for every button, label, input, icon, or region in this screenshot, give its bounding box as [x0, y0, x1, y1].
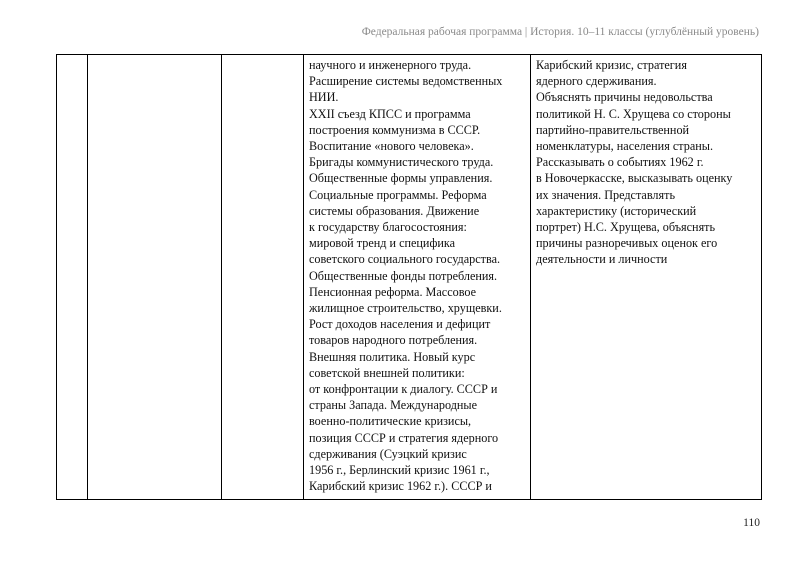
- text-line: военно-политические кризисы,: [309, 414, 472, 429]
- text-line: Расширение системы ведомственных: [309, 74, 503, 89]
- text-line: Воспитание «нового человека».: [309, 139, 474, 154]
- text-line: причины разноречивых оценок его: [536, 236, 718, 251]
- text-line: характеристику (исторический: [536, 203, 697, 218]
- text-line: Социальные программы. Реформа: [309, 187, 487, 202]
- activity-text: [531, 55, 761, 268]
- text-line: советской внешней политики:: [309, 365, 465, 380]
- text-line: XXII съезд КПСС и программа: [309, 106, 471, 121]
- text-line: Пенсионная реформа. Массовое: [309, 284, 477, 299]
- text-line: построения коммунизма в СССР.: [309, 122, 481, 137]
- text-line: советского социального государства.: [309, 252, 501, 267]
- text-line: жилищное строительство, хрущевки.: [309, 301, 502, 316]
- text-line: политикой Н. С. Хрущева со стороны: [536, 106, 731, 121]
- text-line: НИИ.: [309, 90, 339, 105]
- content-text: [304, 55, 530, 494]
- text-line: Рассказывать о событиях 1962 г.: [536, 155, 704, 170]
- text-line: научного и инженерного труда.: [309, 58, 472, 72]
- text-line: к государству благосостояния:: [309, 220, 467, 235]
- curriculum-table: [56, 54, 762, 500]
- text-line: Карибский кризис, стратегия: [536, 58, 687, 72]
- text-line: 1956 г., Берлинский кризис 1961 г.,: [309, 463, 490, 478]
- text-line: Общественные формы управления.: [309, 171, 493, 186]
- text-line: позиция СССР и стратегия ядерного: [309, 430, 499, 445]
- text-line: деятельности и личности: [536, 252, 668, 267]
- text-line: Объяснять причины недовольства: [536, 90, 713, 105]
- text-line: страны Запада. Международные: [309, 398, 478, 413]
- hours-cell: [222, 55, 304, 500]
- text-line: сдерживания (Суэцкий кризис: [309, 446, 467, 461]
- text-line: Внешняя политика. Новый курс: [309, 349, 476, 364]
- text-line: Бригады коммунистического труда.: [309, 155, 494, 170]
- running-header: Федеральная рабочая программа | История. 10–11 классы (углублённый уровень): [361, 26, 759, 38]
- text-line: Общественные фонды потребления.: [309, 268, 498, 283]
- text-line: мировой тренд и специфика: [309, 236, 456, 251]
- activity-cell: [531, 55, 762, 500]
- content-cell: [304, 55, 531, 500]
- text-line: номенклатуры, населения страны.: [536, 139, 713, 154]
- page-number: 110: [743, 517, 760, 529]
- text-line: партийно-правительственной: [536, 122, 690, 137]
- text-line: Карибский кризис 1962 г.). СССР и: [309, 479, 492, 494]
- text-line: товаров народного потребления.: [309, 333, 478, 348]
- table-row: [57, 55, 762, 500]
- text-line: системы образования. Движение: [309, 203, 480, 218]
- text-line: портрет) Н.С. Хрущева, объяснять: [536, 220, 716, 235]
- text-line: от конфронтации к диалогу. СССР и: [309, 382, 498, 397]
- number-cell: [57, 55, 88, 500]
- text-line: в Новочеркасске, высказывать оценку: [536, 171, 733, 186]
- topic-cell: [88, 55, 222, 500]
- text-line: ядерного сдерживания.: [536, 74, 657, 89]
- text-line: Рост доходов населения и дефицит: [309, 317, 491, 332]
- text-line: их значения. Представлять: [536, 187, 676, 202]
